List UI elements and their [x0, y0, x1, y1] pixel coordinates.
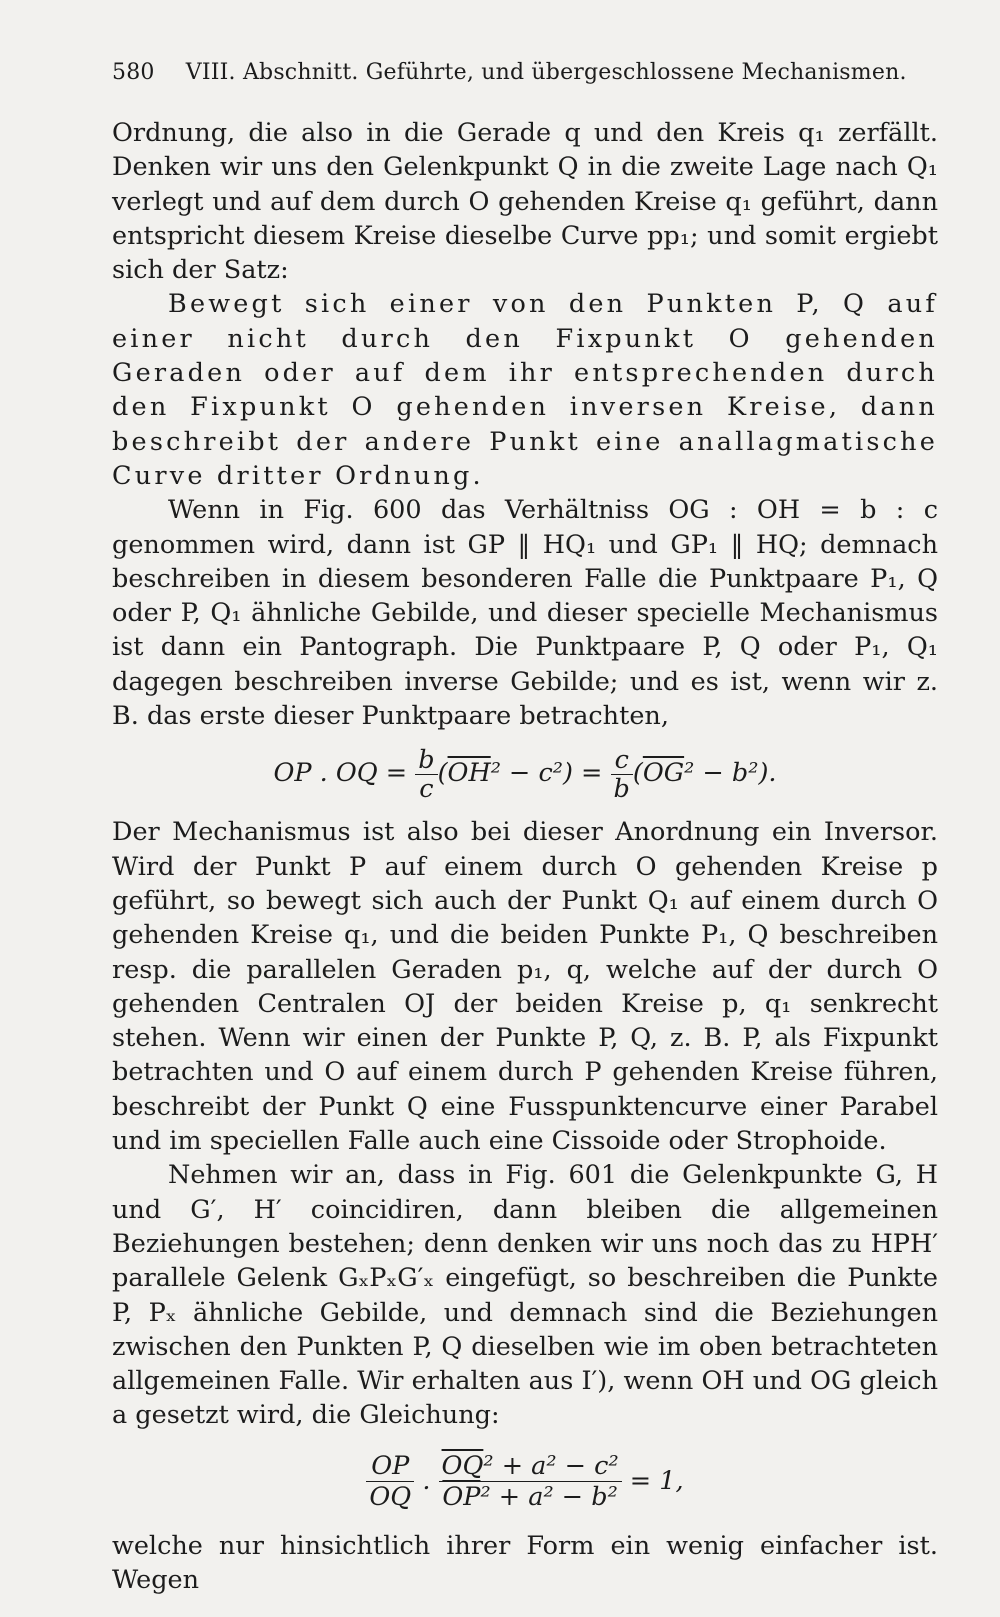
segment-oh: $\overline{OH}$: [447, 758, 491, 789]
formula-equation: $\frac{OP}{OQ}$ . $\frac{\overline{OQ}^2 + a^2 - c^2}{\overline{OP}^2 + a^2 - b^2}$ = 1,: [112, 1433, 938, 1529]
formula-lhs: OP . OQ =: [273, 758, 416, 789]
main-text: [112, 116, 938, 1597]
formula-rhs: = 1,: [621, 1465, 684, 1496]
formula-inversion: OP . OQ = $\frac{b}{c}$ $(\overline{OH}^2 - c^2)$ = $\frac{c}{b}$ $(\overline{OG}^2 - b^2)$.: [273, 744, 777, 804]
page-number: 580: [112, 60, 155, 85]
paragraph-1: Ordnung, die also in die Gerade q und den Kreis q₁ zerfällt. Denken wir uns den Gelenkpunkt Q in die zweite Lage nach Q₁ verlegt und auf dem durch O gehenden Kreise q₁ geführt, dann entspricht diesem Kreise dieselbe Curve pp₁; und somit ergiebt sich der Satz:: [112, 118, 938, 286]
theorem-paragraph: Bewegt sich einer von den Punkten P, Q auf einer nicht durch den Fixpunkt O gehenden Geraden oder auf dem ihr entsprechenden durch den Fixpunkt O gehenden inversen Kreise, dann beschreibt der andere Punkt eine anallagmatische Curve dritter Ordnung.: [112, 289, 938, 491]
paragraph-3: Wenn in Fig. 600 das Verhältniss OG : OH = b : c genommen wird, dann ist GP ‖ HQ₁ und GP₁ ‖ HQ; demnach beschreiben in diesem besonderen Falle die Punktpaare P₁, Q oder P, Q₁ ähnliche Gebilde, und dieser specielle Mechanismus ist dann ein Pantograph. Die Punktpaare P, Q oder P₁, Q₁ dagegen beschreiben inverse Gebilde; und es ist, wenn wir z. B. das erste dieser Punktpaare betrachten,: [112, 495, 938, 732]
segment-og: $\overline{OG}$: [642, 758, 685, 789]
fraction-main: $\frac{\overline{OQ}^2 + a^2 - c^2}{\overline{OP}^2 + a^2 - b^2}$: [439, 1451, 622, 1512]
paragraph-5: Nehmen wir an, dass in Fig. 601 die Gelenkpunkte G, H und G′, H′ coincidiren, dann bleiben die allgemeinen Beziehungen bestehen; denn denken wir uns noch das zu HPH′ parallele Gelenk GₓPₓG′ₓ eingefügt, so beschreiben die Punkte P, Pₓ ähnliche Gebilde, und demnach sind die Beziehungen zwischen den Punkten P, Q dieselben wie im oben betrachteten allgemeinen Falle. Wir erhalten aus I′), wenn OH und OG gleich a gesetzt wird, die Gleichung:: [112, 1160, 938, 1431]
fraction-c-over-b: $\frac{c}{b}$: [611, 746, 633, 803]
running-title: VIII. Abschnitt. Geführte, und übergeschlossene Mechanismen.: [185, 60, 907, 85]
fraction-op-over-oq: $\frac{OP}{OQ}$: [366, 1451, 414, 1512]
running-header: [112, 60, 912, 85]
fraction-b-over-c: $\frac{b}{c}$: [415, 746, 437, 803]
paragraph-6: welche nur hinsichtlich ihrer Form ein wenig einfacher ist. Wegen: [112, 1530, 938, 1595]
paragraph-4: Der Mechanismus ist also bei dieser Anordnung ein Inversor. Wird der Punkt P auf einem durch O gehenden Kreise p geführt, so bewegt sich auch der Punkt Q₁ auf einem durch O gehenden Kreise q₁, und die beiden Punkte P₁, Q beschreiben resp. die parallelen Geraden p₁, q, welche auf der durch O gehenden Centralen OJ der beiden Kreise p, q₁ senkrecht stehen. Wenn wir einen der Punkte P, Q, z. B. P, als Fixpunkt betrachten und O auf einem durch P gehenden Kreise führen, beschreibt der Punkt Q eine Fusspunktencurve einer Parabel und im speciellen Falle auch eine Cissoide oder Strophoide.: [112, 817, 938, 1157]
